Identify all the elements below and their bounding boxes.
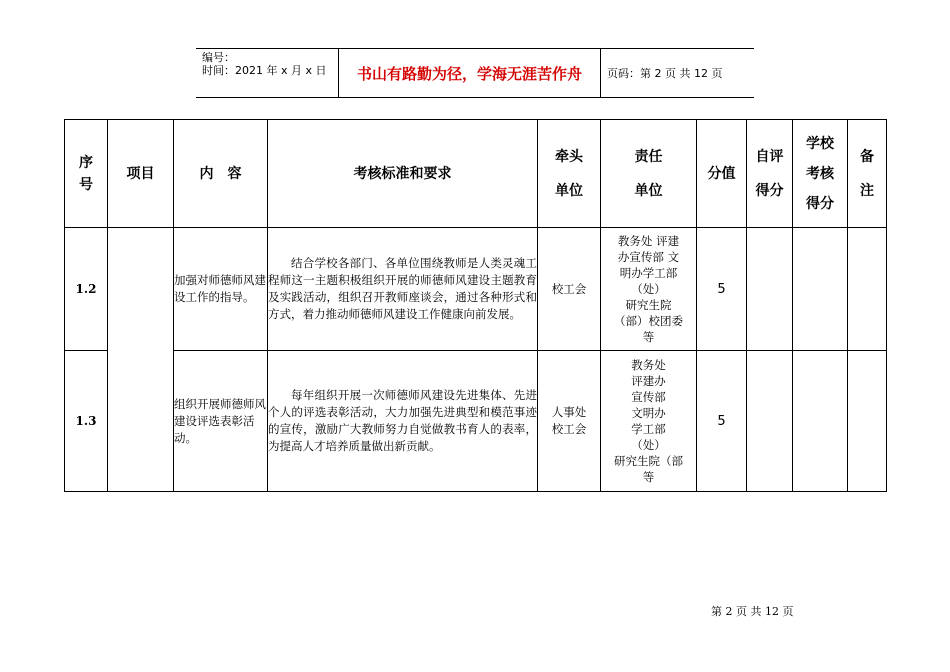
header-info-cell — [196, 49, 339, 97]
row-score: 5 — [697, 228, 747, 351]
row-seq: 1.2 — [65, 228, 108, 351]
assessment-table — [64, 119, 887, 492]
row-resp: 教务处 评建 办宣传部 文 明办学工部 （处） 研究生院 （部）校团委 等 — [601, 228, 697, 351]
time-label: 时间：2021 年 x 月 x 日 — [202, 64, 327, 77]
row-lead: 人事处 校工会 — [538, 351, 601, 492]
header-school-score: 学校 考核 得分 — [793, 120, 848, 228]
row-note — [848, 228, 887, 351]
header-project: 项目 — [108, 120, 174, 228]
number-label: 编号： — [202, 51, 235, 64]
project-cell — [108, 228, 174, 492]
motto: 书山有路勤为径，学海无涯苦作舟 — [339, 49, 601, 97]
row-school-score — [793, 351, 848, 492]
table-row — [65, 228, 887, 351]
row-content: 组织开展师德师风建设评选表彰活动。 — [174, 351, 268, 492]
row-self-score — [747, 351, 793, 492]
row-seq: 1.3 — [65, 351, 108, 492]
row-self-score — [747, 228, 793, 351]
header-lead: 牵头 单位 — [538, 120, 601, 228]
table-header-row — [65, 120, 887, 228]
header-content: 内 容 — [174, 120, 268, 228]
table-row — [65, 351, 887, 492]
row-criteria: 结合学校各部门、各单位围绕教师是人类灵魂工程师这一主题积极组织开展的师德师风建设主题教育及实践活动，组织召开教师座谈会，通过各种形式和方式，着力推动师德师风建设工作健康向前发展。 — [268, 228, 538, 351]
document-header — [196, 48, 754, 98]
row-resp: 教务处 评建办 宣传部 文明办 学工部 （处） 研究生院（部 等 — [601, 351, 697, 492]
row-criteria: 每年组织开展一次师德师风建设先进集体、先进个人的评选表彰活动，大力加强先进典型和模范事迹的宣传，激励广大教师努力自觉做教书育人的表率，为提高人才培养质量做出新贡献。 — [268, 351, 538, 492]
row-score: 5 — [697, 351, 747, 492]
row-note — [848, 351, 887, 492]
row-school-score — [793, 228, 848, 351]
page-footer: 第 2 页 共 12 页 — [711, 605, 794, 618]
header-score: 分值 — [697, 120, 747, 228]
row-content: 加强对师德师风建设工作的指导。 — [174, 228, 268, 351]
header-criteria: 考核标准和要求 — [268, 120, 538, 228]
header-resp: 责任 单位 — [601, 120, 697, 228]
row-lead: 校工会 — [538, 228, 601, 351]
header-note: 备 注 — [848, 120, 887, 228]
header-self-score: 自评 得分 — [747, 120, 793, 228]
header-seq: 序 号 — [65, 120, 108, 228]
page-code: 页码：第 2 页 共 12 页 — [607, 67, 723, 80]
